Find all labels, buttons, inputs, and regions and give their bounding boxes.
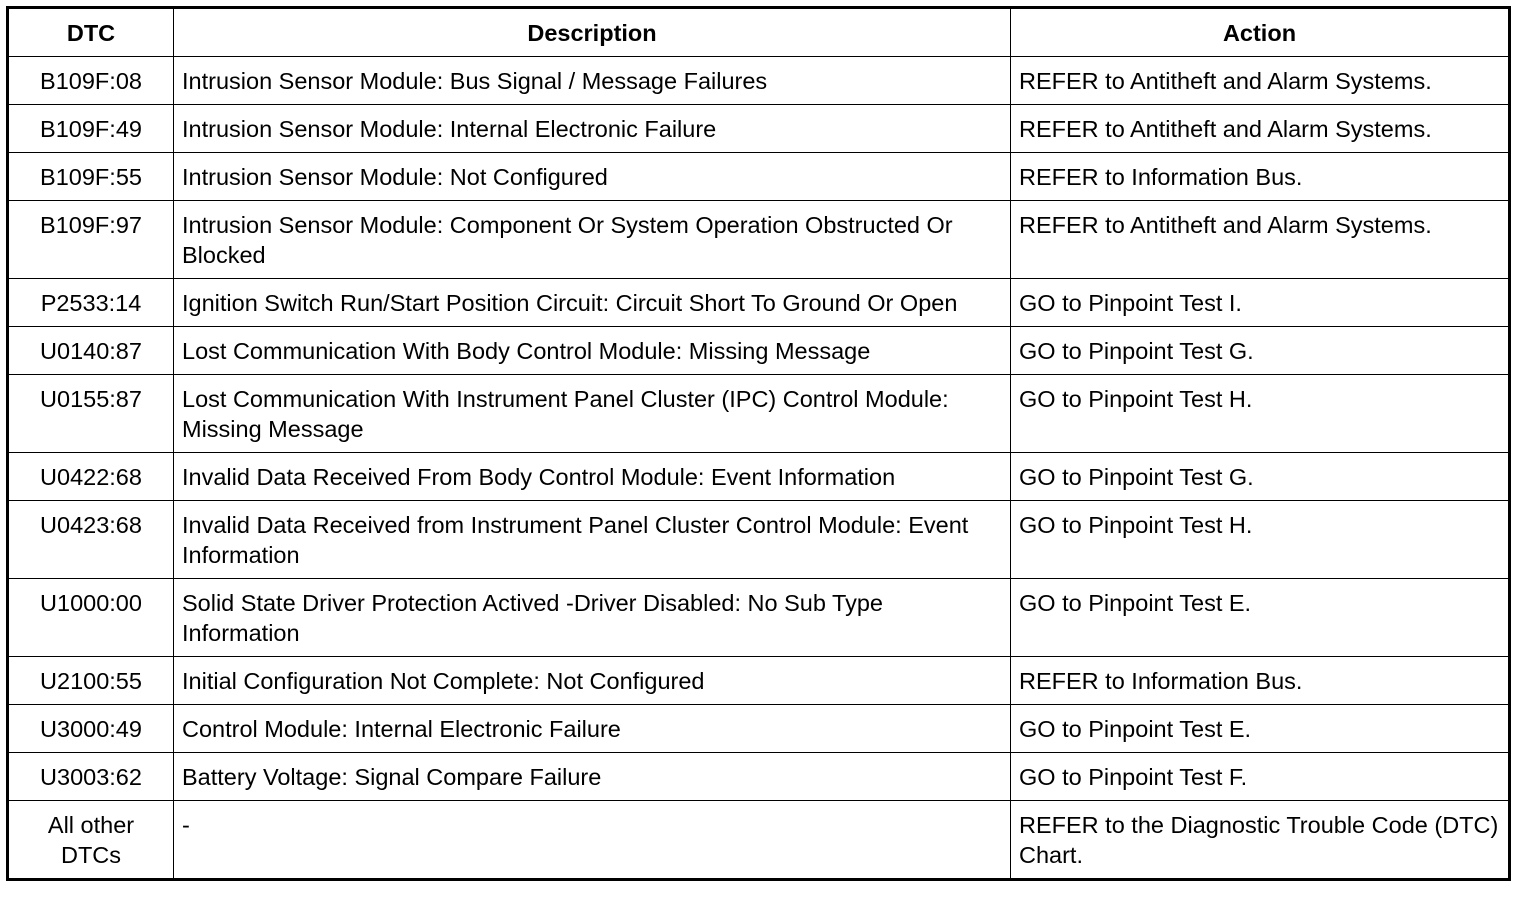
dtc-description: Solid State Driver Protection Actived -Driver Disabled: No Sub Type Information [174,579,1011,657]
dtc-description: Battery Voltage: Signal Compare Failure [174,753,1011,801]
dtc-code: B109F:08 [8,57,174,105]
dtc-code: U3000:49 [8,705,174,753]
header-description: Description [174,8,1011,57]
table-row [8,453,1510,501]
dtc-description: Intrusion Sensor Module: Component Or System Operation Obstructed Or Blocked [174,201,1011,279]
table-row [8,753,1510,801]
dtc-action: GO to Pinpoint Test I. [1011,279,1510,327]
dtc-action: GO to Pinpoint Test E. [1011,579,1510,657]
dtc-description: Control Module: Internal Electronic Failure [174,705,1011,753]
dtc-code: B109F:49 [8,105,174,153]
table-row [8,201,1510,279]
dtc-description: - [174,801,1011,880]
dtc-action: REFER to Antitheft and Alarm Systems. [1011,57,1510,105]
table-row [8,501,1510,579]
dtc-description: Invalid Data Received From Body Control Module: Event Information [174,453,1011,501]
dtc-description: Lost Communication With Instrument Panel Cluster (IPC) Control Module: Missing Message [174,375,1011,453]
dtc-action: REFER to Antitheft and Alarm Systems. [1011,105,1510,153]
dtc-action: GO to Pinpoint Test H. [1011,501,1510,579]
dtc-action: REFER to Information Bus. [1011,153,1510,201]
dtc-action: GO to Pinpoint Test G. [1011,453,1510,501]
table-row [8,279,1510,327]
dtc-description: Intrusion Sensor Module: Not Configured [174,153,1011,201]
table-row [8,657,1510,705]
dtc-code: P2533:14 [8,279,174,327]
dtc-description: Intrusion Sensor Module: Bus Signal / Message Failures [174,57,1011,105]
table-row [8,153,1510,201]
table-row [8,105,1510,153]
dtc-code: U3003:62 [8,753,174,801]
dtc-code: U0140:87 [8,327,174,375]
table-header-row [8,8,1510,57]
header-action: Action [1011,8,1510,57]
dtc-description: Ignition Switch Run/Start Position Circuit: Circuit Short To Ground Or Open [174,279,1011,327]
dtc-code: All other DTCs [8,801,174,880]
dtc-action: GO to Pinpoint Test F. [1011,753,1510,801]
dtc-table [6,6,1511,881]
dtc-code: U0422:68 [8,453,174,501]
dtc-code: B109F:55 [8,153,174,201]
dtc-code: U2100:55 [8,657,174,705]
dtc-description: Initial Configuration Not Complete: Not Configured [174,657,1011,705]
table-row [8,579,1510,657]
dtc-action: GO to Pinpoint Test G. [1011,327,1510,375]
table-row [8,327,1510,375]
dtc-action: REFER to Information Bus. [1011,657,1510,705]
dtc-action: REFER to Antitheft and Alarm Systems. [1011,201,1510,279]
header-dtc: DTC [8,8,174,57]
dtc-action: GO to Pinpoint Test H. [1011,375,1510,453]
table-row [8,705,1510,753]
table-row [8,801,1510,880]
dtc-code: U1000:00 [8,579,174,657]
dtc-code: U0423:68 [8,501,174,579]
dtc-description: Invalid Data Received from Instrument Panel Cluster Control Module: Event Information [174,501,1011,579]
dtc-action: GO to Pinpoint Test E. [1011,705,1510,753]
dtc-action: REFER to the Diagnostic Trouble Code (DTC) Chart. [1011,801,1510,880]
dtc-code: B109F:97 [8,201,174,279]
dtc-code: U0155:87 [8,375,174,453]
table-row [8,375,1510,453]
dtc-description: Intrusion Sensor Module: Internal Electronic Failure [174,105,1011,153]
dtc-description: Lost Communication With Body Control Module: Missing Message [174,327,1011,375]
table-row [8,57,1510,105]
